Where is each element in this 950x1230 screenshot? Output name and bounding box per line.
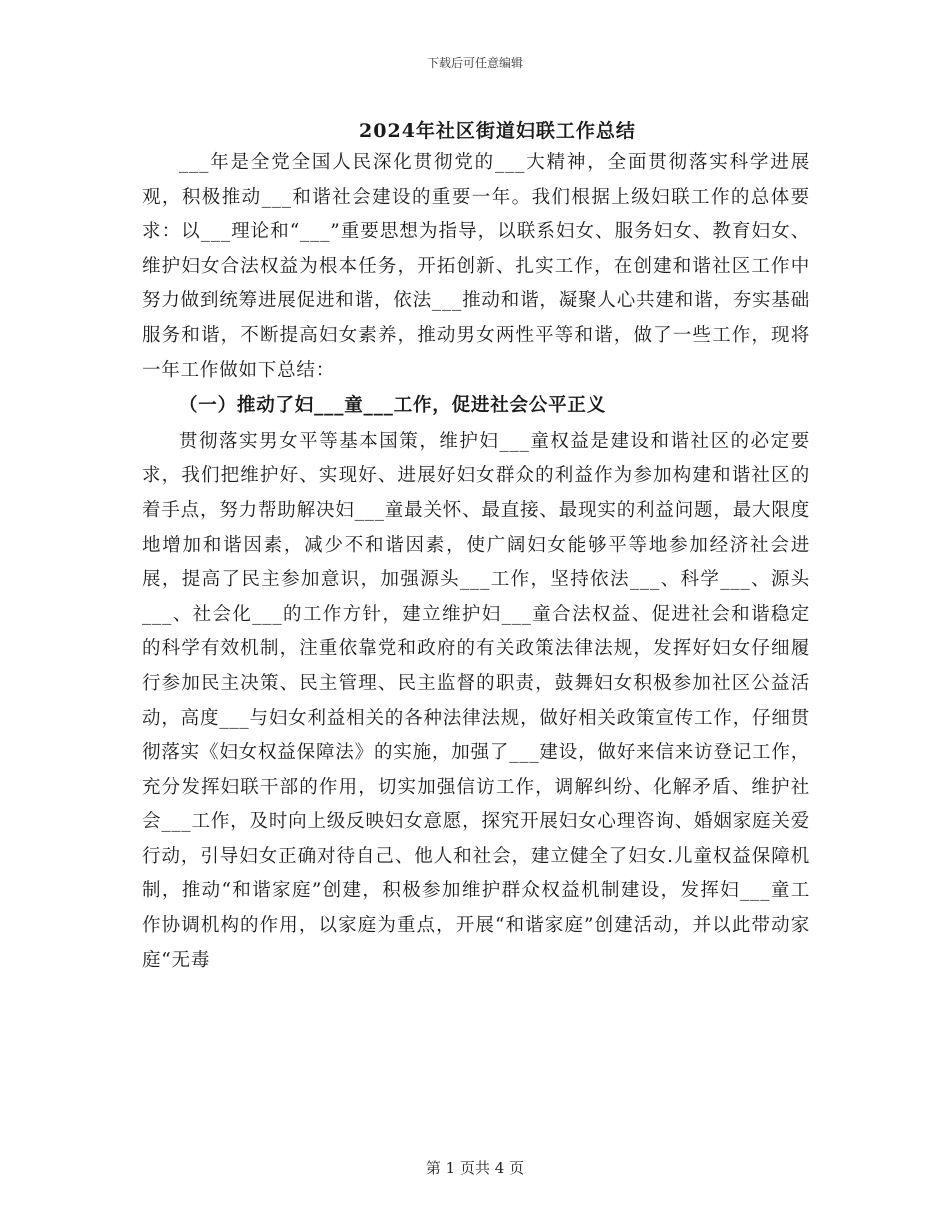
header-note: 下载后可任意编辑	[426, 56, 523, 70]
page-number: 第 1 页共 4 页	[425, 1159, 525, 1177]
document-title: 2024年社区街道妇联工作总结	[359, 120, 636, 142]
section-heading: （一）推动了妇___童___工作，促进社会公平正义	[179, 395, 607, 417]
section-paragraph: 贯彻落实男女平等基本国策，维护妇___童权益是建设和谐社区的必定要求，我们把维护好、实现好、进展好妇女群众的利益作为参加构建和谐社区的着手点，努力帮助解决妇___童最关怀、最直接、最现实的利益问题，最大限度地增加和谐因素，减少不和谐因素，使广阔妇女能够平等地参加经济社会进展，提高了民主参加意识，加强源头___工作，坚持依法___、科学___、源头___、社会化___的工作方针，建立维护妇___童合法权益、促进社会和谐稳定的科学有效机制，注重依靠党和政府的有关政策法律法规，发挥好妇女仔细履行参加民主决策、民主管理、民主监督的职责，鼓舞妇女积极参加社区公益活动，高度___与妇女利益相关的各种法律法规，做好相关政策宣传工作，仔细贯彻落实《妇女权益保障法》的实施，加强了___建设，做好来信来访登记工作，充分发挥妇联干部的作用，切实加强信访工作，调解纠纷、化解矛盾、维护社会___工作，及时向上级反映妇女意愿，探究开展妇女心理咨询、婚姻家庭关爱行动，引导妇女正确对待自己、他人和社会，建立健全了妇女.儿童权益保障机制，推动“和谐家庭”创建，积极参加维护群众权益机制建设，发挥妇___童工作协调机构的作用，以家庭为重点，开展“和谐家庭”创建活动，并以此带动家庭“无毒	[142, 430, 810, 971]
intro-paragraph: ___年是全党全国人民深化贯彻党的___大精神，全面贯彻落实科学进展观，积极推动___和谐社会建设的重要一年。我们根据上级妇联工作的总体要求：以___理论和“___”重要思想为指导，以联系妇女、服务妇女、教育妇女、维护妇女合法权益为根本任务，开拓创新、扎实工作，在创建和谐社区工作中努力做到统筹进展促进和谐，依法___推动和谐，凝聚人心共建和谐，夯实基础服务和谐，不断提高妇女素养，推动男女两性平等和谐，做了一些工作，现将一年工作做如下总结：	[142, 152, 810, 381]
document-body	[142, 146, 810, 978]
